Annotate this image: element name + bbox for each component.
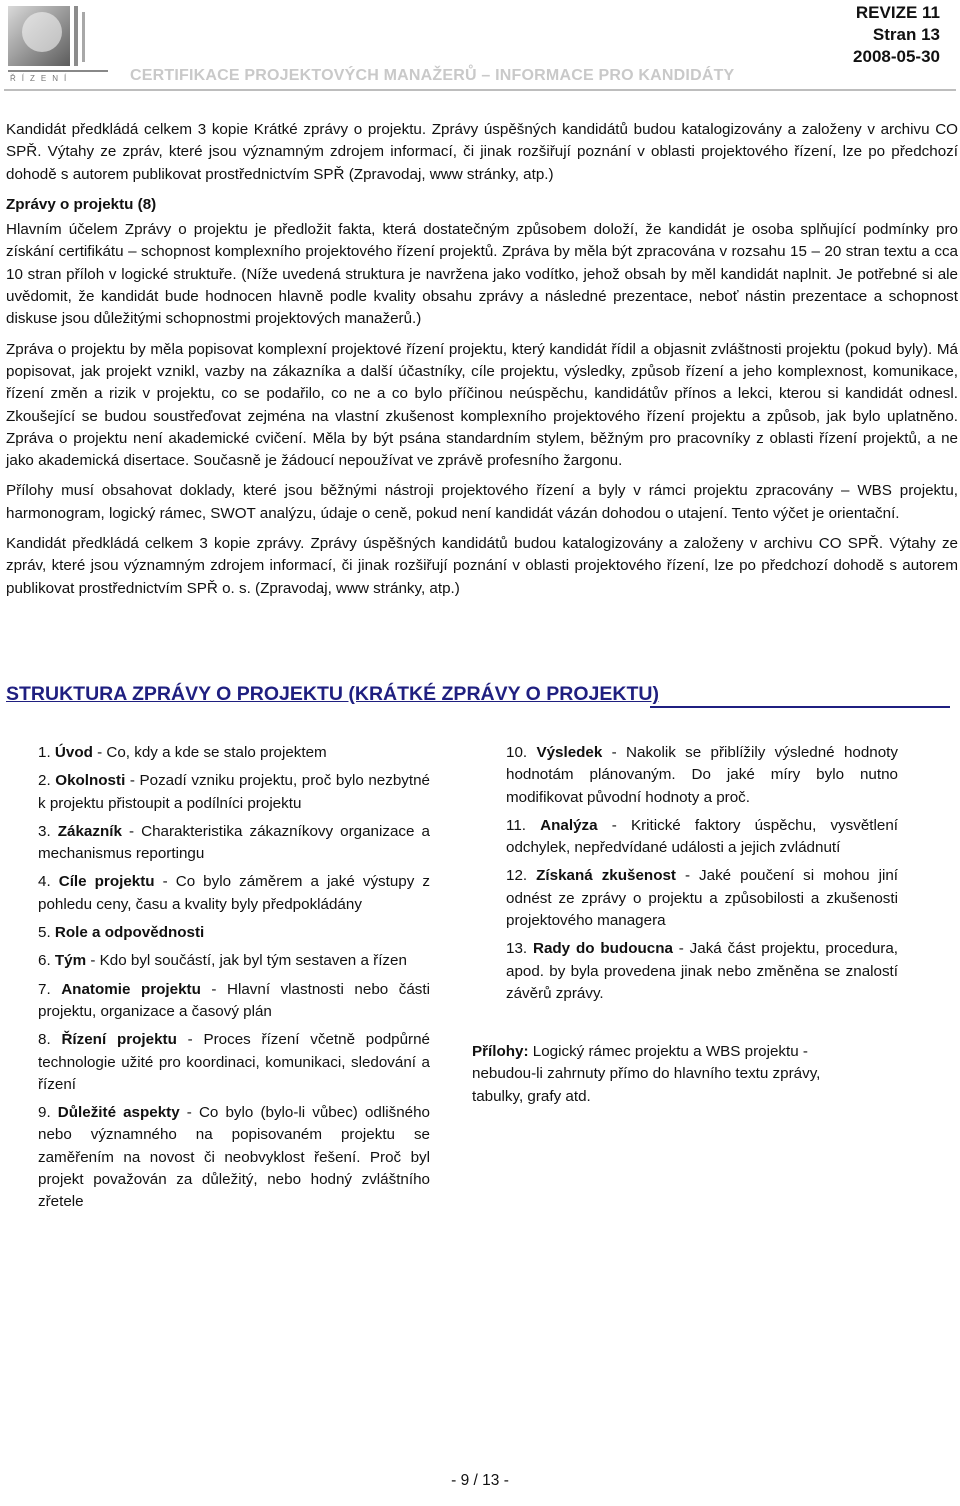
item-title: Tým xyxy=(54,952,87,970)
item-number: 12. xyxy=(506,867,528,885)
item-number: 7. xyxy=(38,980,51,998)
item-number: 4. xyxy=(38,873,51,891)
item-text: - Jaké poučení si mohou jiní odnést ze zprávy o projektu a způsobilosti a zkušenosti projektového managera xyxy=(506,867,898,930)
paragraph-copies: Kandidát předkládá celkem 3 kopie zprávy. Zprávy úspěšných kandidátů budou katalogizovány a založeny v archivu CO SPŘ. Výtahy ze zpráv, které jsou významným zdrojem informací, či jinak rozšiřují poznání v oblasti projektového řízení, lze po předchozí dohodě s autorem publikovat prostřednictvím SPŘ o. s. (Zpravodaj, www stránky, atp.) xyxy=(6,535,958,597)
structure-item xyxy=(38,922,430,944)
item-title: Výsledek xyxy=(536,744,603,761)
structure-list-left xyxy=(38,742,430,1220)
document-body xyxy=(6,119,958,608)
appendix-note xyxy=(472,1041,852,1108)
structure-item xyxy=(506,938,898,1005)
structure-item xyxy=(38,821,430,866)
item-title: Cíle projektu xyxy=(58,873,155,891)
page-number: - 9 / 13 - xyxy=(451,1472,509,1489)
structure-item xyxy=(506,742,898,809)
item-title: Role a odpovědnosti xyxy=(54,924,205,942)
item-number: 2. xyxy=(38,772,51,790)
item-number: 3. xyxy=(38,822,51,840)
item-number: 1. xyxy=(38,744,51,761)
svg-text:ŘÍZENÍ: ŘÍZENÍ xyxy=(10,74,73,83)
item-text: - Proces řízení včetně podpůrné technologie užité pro koordinaci, komunikaci, sledování a řízení xyxy=(38,1031,430,1093)
item-text: - Co bylo (bylo-li vůbec) odlišného nebo významného na popisovaném projektu se zaměřením na novost či neobvyklost řešení. Proč byl projekt považován za důležitý, nebo hodný zvláštního zřetele xyxy=(38,1104,430,1211)
structure-item xyxy=(38,1029,430,1096)
item-title: Anatomie projektu xyxy=(61,980,201,998)
structure-item xyxy=(506,865,898,932)
revision-label: REVIZE 11 xyxy=(855,3,940,22)
heading-underline xyxy=(650,706,950,708)
item-title: Okolnosti xyxy=(55,772,126,790)
item-text: - Pozadí vzniku projektu, proč bylo nezbytné k projektu přistoupit a podílníci projektu xyxy=(38,772,430,812)
structure-item xyxy=(38,979,430,1024)
item-number: 8. xyxy=(38,1031,51,1049)
item-number: 13. xyxy=(506,940,528,958)
item-number: 5. xyxy=(38,924,51,942)
item-title: Rady do budoucna xyxy=(532,940,673,958)
item-text: - Co bylo záměrem a jaké výstupy z pohledu ceny, času a kvality byly předpokládány xyxy=(38,873,430,913)
item-number: 11. xyxy=(506,816,526,834)
paragraph-purpose: Hlavním účelem Zprávy o projektu je předložit fakta, která dostatečným způsobem doloží, že kandidát je osoba splňující podmínky pro získání certifikátu – schopnost komplexního projektového řízení projektů. Zpráva by měla být zpracována v rozsahu 15 – 20 stran textu a cca 10 stran příloh v logické struktuře. (Níže uvedená struktura je navržena jako vodítko, jehož obsah by měl kandidát naplnit. Je potřebné si ale uvědomit, že kandidát bude hodnocen hlavně podle kvality obsahu zprávy a následné prezentace, neboť nástin prezentace a schopnost diskuse jsou důležitými schopnostmi projektových manažerů.) xyxy=(6,221,958,328)
structure-item xyxy=(38,770,430,815)
item-text: - Hlavní vlastnosti nebo části projektu, organizace a časový plán xyxy=(38,980,430,1020)
header-divider xyxy=(4,89,956,91)
structure-item xyxy=(38,742,430,764)
section-heading: Zprávy o projektu (8) xyxy=(6,195,157,213)
page-count: Stran 13 xyxy=(872,25,940,44)
structure-item xyxy=(38,950,430,972)
company-logo xyxy=(6,2,114,84)
item-number: 10. xyxy=(506,744,528,761)
item-text: - Kdo byl součástí, jak byl tým sestaven a řízen xyxy=(86,952,407,970)
paragraph-appendices: Přílohy musí obsahovat doklady, které jsou běžnými nástroji projektového řízení a byly v rámci projektu zpracovány – WBS projektu, harmonogram, logický rámec, SWOT analýzu, údaje o ceně, pokud není kandidát vázán dohodou o utajení. Tento výčet je orientační. xyxy=(6,482,958,522)
item-title: Řízení projektu xyxy=(61,1031,177,1049)
structure-list-right xyxy=(506,742,898,1011)
item-title: Úvod xyxy=(54,744,93,761)
item-title: Analýza xyxy=(540,816,598,834)
structure-item xyxy=(506,815,898,860)
paragraph-content: Zpráva o projektu by měla popisovat komplexní projektové řízení projektu, který kandidát řídil a objasnit zvláštnosti projektu (pokud byly). Má popisovat, jak projekt vznikl, vazby na zákazníka a další účastníky, cíle projektu, výsledky, způsob řízení a jeho komplexnost, komunikace, řízení změn a rizik v projektu, co se podařilo, co ne a co bylo příčinou neúspěchu, kandidátův přínos a lekci, kterou si kandidát odnesl. Zkoušející se budou soustřeďovat zejména na vlastní zkušenost komplexního projektového řízení projektu a způsob, jak bylo uplatněno. Zpráva o projektu není akademické cvičení. Měla by být psána standardním stylem, běžným pro pracovníky z oblasti řízení projektů, a ne jako akademická disertace. Současně je žádoucí nepoužívat ve zprávě profesního žargonu. xyxy=(6,340,958,470)
appendix-text: Logický rámec projektu a WBS projektu - nebudou-li zahrnuty přímo do hlavního textu zprávy, tabulky, grafy atd. xyxy=(472,1043,821,1105)
item-text: - Kritické faktory úspěchu, vysvětlení odchylek, nepředvídané události a jejich zvládnutí xyxy=(506,816,898,857)
item-title: Získaná zkušenost xyxy=(536,867,676,885)
item-text: - Co, kdy a kde se stalo projektem xyxy=(92,744,327,761)
item-title: Zákazník xyxy=(57,822,122,840)
revision-date: 2008-05-30 xyxy=(853,47,940,66)
item-text: - Nakolik se přiblížily výsledné hodnoty hodnotám plánovaným. Do jaké míry bylo nutno modifikovat původní hodnoty a proč. xyxy=(506,744,898,806)
paragraph-intro: Kandidát předkládá celkem 3 kopie Krátké zprávy o projektu. Zprávy úspěšných kandidátů budou katalogizovány a založeny v archivu CO SPŘ. Výtahy ze zpráv, které jsou významným zdrojem informací, či jinak rozšiřují poznání v oblasti projektového řízení, lze po předchozí dohodě s autorem publikovat prostřednictvím SPŘ (Zpravodaj, www stránky, atp.) xyxy=(6,121,958,183)
item-text: - Jaká část projektu, procedura, apod. by byla provedena jinak nebo změněna se znalostí závěrů zprávy. xyxy=(506,940,898,1002)
item-number: 6. xyxy=(38,952,51,970)
appendix-label: Přílohy: xyxy=(472,1043,529,1060)
structure-item xyxy=(38,871,430,916)
item-text: - Charakteristika zákazníkovy organizace a mechanismus reportingu xyxy=(38,822,430,863)
structure-heading: STRUKTURA ZPRÁVY O PROJEKTU (KRÁTKÉ ZPRÁVY O PROJEKTU) xyxy=(6,683,659,705)
structure-item xyxy=(38,1102,430,1213)
revision-block xyxy=(853,2,940,68)
document-header-title: CERTIFIKACE PROJEKTOVÝCH MANAŽERŮ – INFORMACE PRO KANDIDÁTY xyxy=(130,67,735,84)
item-number: 9. xyxy=(38,1104,51,1122)
item-title: Důležité aspekty xyxy=(57,1104,180,1122)
